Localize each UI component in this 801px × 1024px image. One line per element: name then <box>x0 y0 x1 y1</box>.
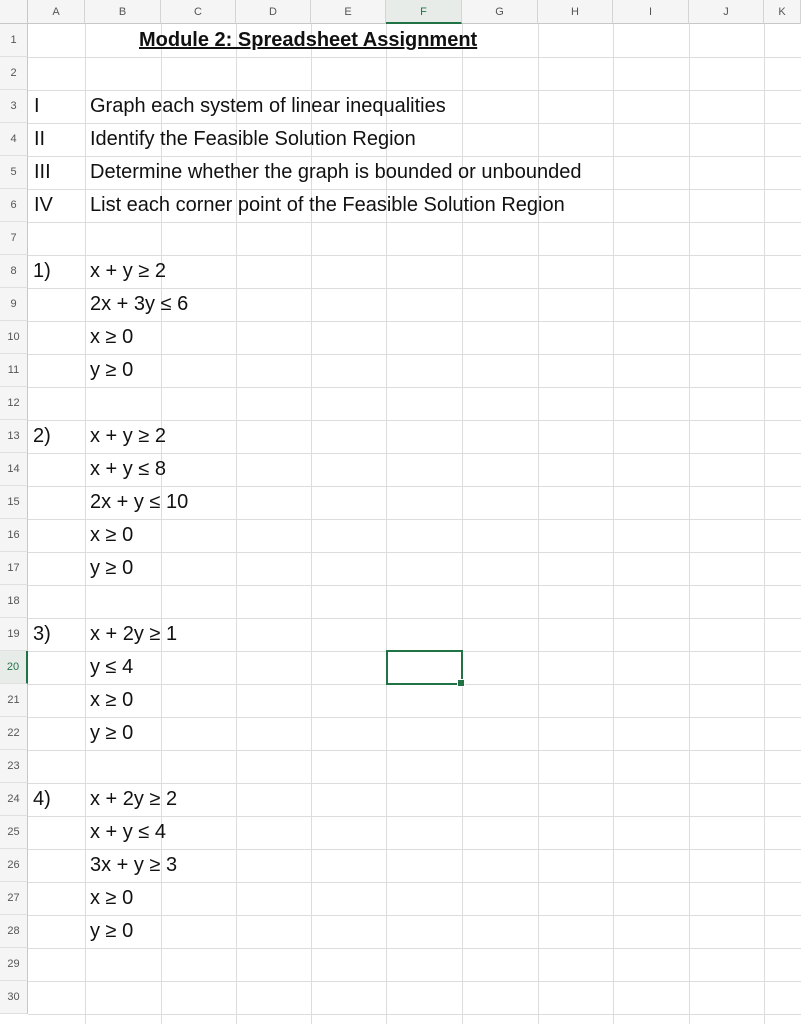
row-header-14[interactable]: 14 <box>0 453 28 486</box>
inequality-2-4[interactable]: x ≥ 0 <box>90 524 134 546</box>
row-header-19[interactable]: 19 <box>0 618 28 651</box>
row-header-23[interactable]: 23 <box>0 750 28 783</box>
grid-hline <box>28 321 801 322</box>
fill-handle[interactable] <box>457 679 465 687</box>
row-header-11[interactable]: 11 <box>0 354 28 387</box>
row-header-30[interactable]: 30 <box>0 981 28 1014</box>
row-header-5[interactable]: 5 <box>0 156 28 189</box>
row-header-29[interactable]: 29 <box>0 948 28 981</box>
row-header-25[interactable]: 25 <box>0 816 28 849</box>
grid-vline <box>689 24 690 1024</box>
inequality-3-1[interactable]: x + 2y ≥ 1 <box>90 623 178 645</box>
inequality-1-3[interactable]: x ≥ 0 <box>90 326 134 348</box>
grid-hline <box>28 486 801 487</box>
instruction-text-3[interactable]: Determine whether the graph is bounded or unbounded <box>90 161 582 183</box>
inequality-3-4[interactable]: y ≥ 0 <box>90 722 134 744</box>
row-header-9[interactable]: 9 <box>0 288 28 321</box>
grid-hline <box>28 354 801 355</box>
row-header-21[interactable]: 21 <box>0 684 28 717</box>
column-header-k[interactable]: K <box>764 0 801 24</box>
row-header-28[interactable]: 28 <box>0 915 28 948</box>
instruction-text-2[interactable]: Identify the Feasible Solution Region <box>90 128 416 150</box>
problem-label-1[interactable]: 1) <box>33 260 51 282</box>
inequality-4-3[interactable]: 3x + y ≥ 3 <box>90 854 178 876</box>
row-header-24[interactable]: 24 <box>0 783 28 816</box>
instruction-text-1[interactable]: Graph each system of linear inequalities <box>90 95 446 117</box>
grid-hline <box>28 750 801 751</box>
column-header-b[interactable]: B <box>85 0 161 24</box>
inequality-2-2[interactable]: x + y ≤ 8 <box>90 458 167 480</box>
instruction-roman-3[interactable]: III <box>34 161 51 183</box>
column-header-f[interactable]: F <box>386 0 462 24</box>
grid-vline <box>764 24 765 1024</box>
inequality-1-1[interactable]: x + y ≥ 2 <box>90 260 167 282</box>
grid-hline <box>28 57 801 58</box>
row-header-7[interactable]: 7 <box>0 222 28 255</box>
instruction-roman-2[interactable]: II <box>34 128 46 150</box>
inequality-2-1[interactable]: x + y ≥ 2 <box>90 425 167 447</box>
row-header-3[interactable]: 3 <box>0 90 28 123</box>
column-header-i[interactable]: I <box>613 0 689 24</box>
row-header-1[interactable]: 1 <box>0 24 28 57</box>
instruction-text-4[interactable]: List each corner point of the Feasible Solution Region <box>90 194 565 216</box>
grid-hline <box>28 288 801 289</box>
grid-hline <box>28 783 801 784</box>
row-header-15[interactable]: 15 <box>0 486 28 519</box>
grid-hline <box>28 915 801 916</box>
grid-hline <box>28 552 801 553</box>
column-header-c[interactable]: C <box>161 0 236 24</box>
inequality-4-2[interactable]: x + y ≤ 4 <box>90 821 167 843</box>
column-header-g[interactable]: G <box>462 0 538 24</box>
row-header-18[interactable]: 18 <box>0 585 28 618</box>
row-header-6[interactable]: 6 <box>0 189 28 222</box>
row-header-27[interactable]: 27 <box>0 882 28 915</box>
instruction-roman-4[interactable]: IV <box>34 194 53 216</box>
column-header-e[interactable]: E <box>311 0 386 24</box>
grid-hline <box>28 849 801 850</box>
inequality-3-3[interactable]: x ≥ 0 <box>90 689 134 711</box>
grid-hline <box>28 222 801 223</box>
row-header-17[interactable]: 17 <box>0 552 28 585</box>
row-header-16[interactable]: 16 <box>0 519 28 552</box>
inequality-1-4[interactable]: y ≥ 0 <box>90 359 134 381</box>
instruction-roman-1[interactable]: I <box>34 95 40 117</box>
column-header-j[interactable]: J <box>689 0 764 24</box>
grid-hline <box>28 618 801 619</box>
grid-hline <box>28 882 801 883</box>
column-header-d[interactable]: D <box>236 0 311 24</box>
grid-hline <box>28 981 801 982</box>
problem-label-3[interactable]: 3) <box>33 623 51 645</box>
inequality-2-5[interactable]: y ≥ 0 <box>90 557 134 579</box>
column-header-h[interactable]: H <box>538 0 613 24</box>
row-header-10[interactable]: 10 <box>0 321 28 354</box>
inequality-3-2[interactable]: y ≤ 4 <box>90 656 134 678</box>
grid-hline <box>28 1014 801 1015</box>
grid-hline <box>28 948 801 949</box>
inequality-4-5[interactable]: y ≥ 0 <box>90 920 134 942</box>
column-header-a[interactable]: A <box>28 0 85 24</box>
inequality-1-2[interactable]: 2x + 3y ≤ 6 <box>90 293 189 315</box>
grid-hline <box>28 816 801 817</box>
row-header-8[interactable]: 8 <box>0 255 28 288</box>
grid-hline <box>28 420 801 421</box>
inequality-2-3[interactable]: 2x + y ≤ 10 <box>90 491 189 513</box>
problem-label-4[interactable]: 4) <box>33 788 51 810</box>
sheet-title[interactable]: Module 2: Spreadsheet Assignment <box>139 29 478 51</box>
row-header-26[interactable]: 26 <box>0 849 28 882</box>
problem-label-2[interactable]: 2) <box>33 425 51 447</box>
row-header-12[interactable]: 12 <box>0 387 28 420</box>
row-header-22[interactable]: 22 <box>0 717 28 750</box>
inequality-4-4[interactable]: x ≥ 0 <box>90 887 134 909</box>
selected-cell-f20[interactable] <box>386 650 463 685</box>
grid-hline <box>28 255 801 256</box>
select-all-corner[interactable] <box>0 0 28 24</box>
inequality-4-1[interactable]: x + 2y ≥ 2 <box>90 788 178 810</box>
row-header-20[interactable]: 20 <box>0 651 28 684</box>
grid-hline <box>28 387 801 388</box>
grid-hline <box>28 717 801 718</box>
row-header-2[interactable]: 2 <box>0 57 28 90</box>
row-header-13[interactable]: 13 <box>0 420 28 453</box>
grid-hline <box>28 453 801 454</box>
grid-hline <box>28 519 801 520</box>
row-header-4[interactable]: 4 <box>0 123 28 156</box>
grid-hline <box>28 585 801 586</box>
